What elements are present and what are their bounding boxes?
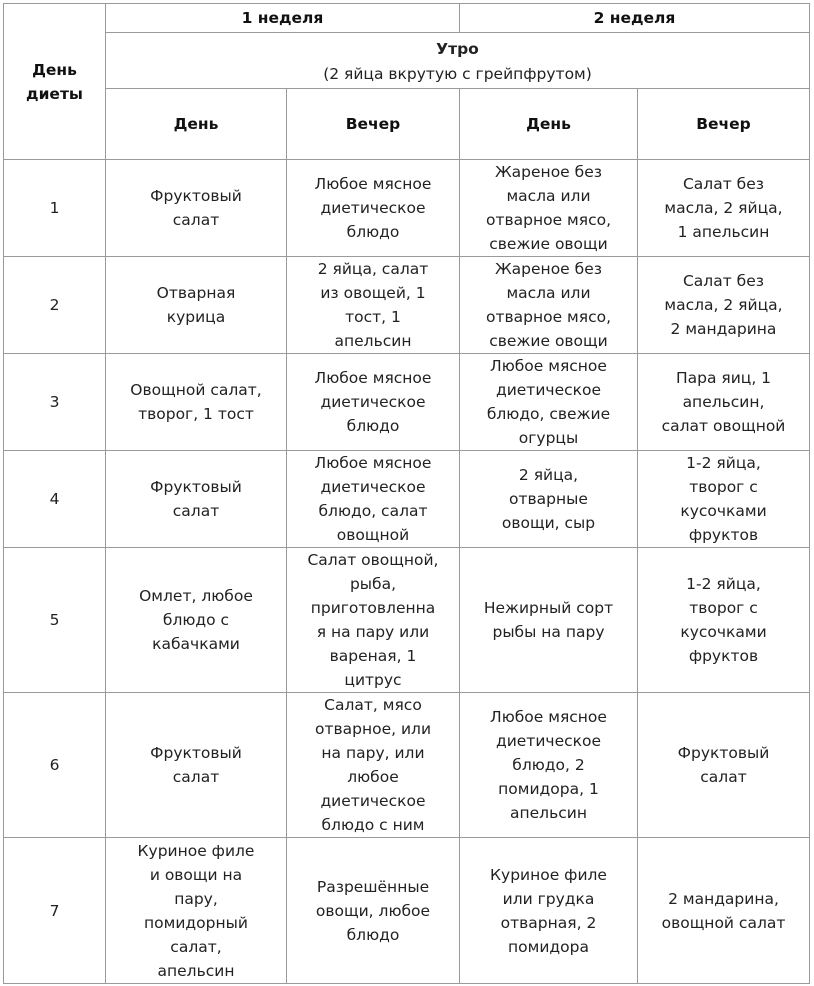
week1-evening-cell xyxy=(287,354,460,451)
day-of-diet-header xyxy=(4,4,106,160)
week1-day-cell xyxy=(106,160,287,257)
week2-evening-meal: Пара яиц, 1 апельсин, салат овощной xyxy=(661,369,786,435)
week2-evening-meal: 2 мандарина, овощной салат xyxy=(661,889,786,932)
day-number: 3 xyxy=(49,393,60,411)
week1-day-cell xyxy=(106,548,287,693)
day-number-cell xyxy=(4,354,106,451)
header-row-morning xyxy=(4,33,810,89)
week2-evening-cell xyxy=(638,548,810,693)
day-number-cell xyxy=(4,451,106,548)
day-number-cell xyxy=(4,160,106,257)
day-number: 2 xyxy=(49,296,60,314)
week2-evening-cell xyxy=(638,354,810,451)
week2-day-cell xyxy=(460,354,638,451)
day-number-cell xyxy=(4,838,106,984)
week1-evening-cell xyxy=(287,451,460,548)
week1-day-cell xyxy=(106,451,287,548)
week1-evening-header xyxy=(287,89,460,160)
day-of-diet-label: День диеты xyxy=(26,60,83,103)
day-number-cell xyxy=(4,693,106,838)
week1-evening-cell xyxy=(287,257,460,354)
day-number: 4 xyxy=(49,490,60,508)
week2-evening-meal: Фруктовый салат xyxy=(677,744,770,786)
week2-evening-cell xyxy=(638,160,810,257)
week2-header xyxy=(460,4,810,33)
table-row xyxy=(4,838,810,984)
week1-header xyxy=(106,4,460,33)
week2-day-meal: Любое мясное диетическое блюдо, свежие огурцы xyxy=(486,357,611,447)
week2-day-meal: Куриное филе или грудка отварная, 2 помидора xyxy=(490,865,607,956)
week1-evening-meal: Любое мясное диетическое блюдо xyxy=(314,369,432,435)
week1-evening-meal: Салат, мясо отварное, или на пару, или любое диетическое блюдо с ним xyxy=(314,696,432,834)
week1-evening-label: Вечер xyxy=(345,115,401,133)
week1-evening-cell xyxy=(287,548,460,693)
day-number: 7 xyxy=(49,901,60,920)
week1-day-meal: Фруктовый салат xyxy=(150,478,242,520)
day-number-cell xyxy=(4,257,106,354)
week1-evening-cell xyxy=(287,838,460,984)
week1-evening-meal: Салат овощной, рыба, приготовленна я на пару или вареная, 1 цитрус xyxy=(307,551,439,689)
week1-evening-cell xyxy=(287,160,460,257)
week2-day-meal: Жареное без масла или отварное мясо, свежие овощи xyxy=(485,163,611,253)
table-row xyxy=(4,693,810,838)
week2-day-meal: Нежирный сорт рыбы на пару xyxy=(483,599,614,641)
week2-day-cell xyxy=(460,838,638,984)
week2-evening-label: Вечер xyxy=(696,115,751,133)
week2-day-label: День xyxy=(526,115,571,133)
week2-day-cell xyxy=(460,451,638,548)
week1-day-meal: Фруктовый салат xyxy=(150,187,242,229)
morning-subtitle: (2 яйца вкрутую с грейпфрутом) xyxy=(323,64,592,83)
table-row xyxy=(4,451,810,548)
week2-evening-cell xyxy=(638,451,810,548)
table-row xyxy=(4,257,810,354)
week1-day-meal: Овощной салат, творог, 1 тост xyxy=(130,381,262,423)
week1-day-cell xyxy=(106,257,287,354)
week2-day-cell xyxy=(460,548,638,693)
week1-evening-meal: Любое мясное диетическое блюдо xyxy=(314,175,432,241)
week2-day-meal: Любое мясное диетическое блюдо, 2 помидора, 1 апельсин xyxy=(490,708,607,822)
week2-day-meal: 2 яйца, отварные овощи, сыр xyxy=(501,466,596,532)
week1-day-meal: Омлет, любое блюдо с кабачками xyxy=(139,587,253,653)
week2-evening-cell xyxy=(638,838,810,984)
header-row-weeks xyxy=(4,4,810,33)
week1-label: 1 неделя xyxy=(241,9,324,27)
week2-evening-meal: Салат без масла, 2 яйца, 2 мандарина xyxy=(664,272,783,338)
week2-day-cell xyxy=(460,693,638,838)
morning-title: Утро xyxy=(436,39,479,58)
week2-evening-meal: 1-2 яйца, творог с кусочками фруктов xyxy=(680,575,767,665)
week1-day-header xyxy=(106,89,287,160)
header-row-meals xyxy=(4,89,810,160)
day-number-cell xyxy=(4,548,106,693)
week1-evening-meal: Разрешённые овощи, любое блюдо xyxy=(315,877,431,944)
week2-day-header xyxy=(460,89,638,160)
week1-day-cell xyxy=(106,693,287,838)
morning-header xyxy=(106,33,810,89)
week2-evening-cell xyxy=(638,693,810,838)
week2-evening-meal: 1-2 яйца, творог с кусочками фруктов xyxy=(680,454,767,544)
week2-evening-cell xyxy=(638,257,810,354)
week1-day-cell xyxy=(106,838,287,984)
diet-table xyxy=(3,3,810,984)
week2-day-cell xyxy=(460,160,638,257)
table-row xyxy=(4,548,810,693)
week1-day-meal: Отварная курица xyxy=(156,284,236,326)
table-row xyxy=(4,354,810,451)
week1-day-meal: Куриное филе и овощи на пару, помидорный салат, апельсин xyxy=(137,841,255,980)
week1-evening-meal: Любое мясное диетическое блюдо, салат овощной xyxy=(314,454,432,544)
week1-evening-meal: 2 яйца, салат из овощей, 1 тост, 1 апельсин xyxy=(317,260,429,350)
week2-evening-meal: Салат без масла, 2 яйца, 1 апельсин xyxy=(664,175,783,241)
week1-day-meal: Фруктовый салат xyxy=(150,744,242,786)
day-number: 1 xyxy=(49,199,60,217)
day-number: 6 xyxy=(49,756,60,774)
week2-day-cell xyxy=(460,257,638,354)
week1-day-label: День xyxy=(173,115,219,133)
day-number: 5 xyxy=(49,611,60,629)
week2-evening-header xyxy=(638,89,810,160)
table-row xyxy=(4,160,810,257)
week1-day-cell xyxy=(106,354,287,451)
week1-evening-cell xyxy=(287,693,460,838)
week2-day-meal: Жареное без масла или отварное мясо, свежие овощи xyxy=(485,260,611,350)
week2-label: 2 неделя xyxy=(593,9,676,27)
